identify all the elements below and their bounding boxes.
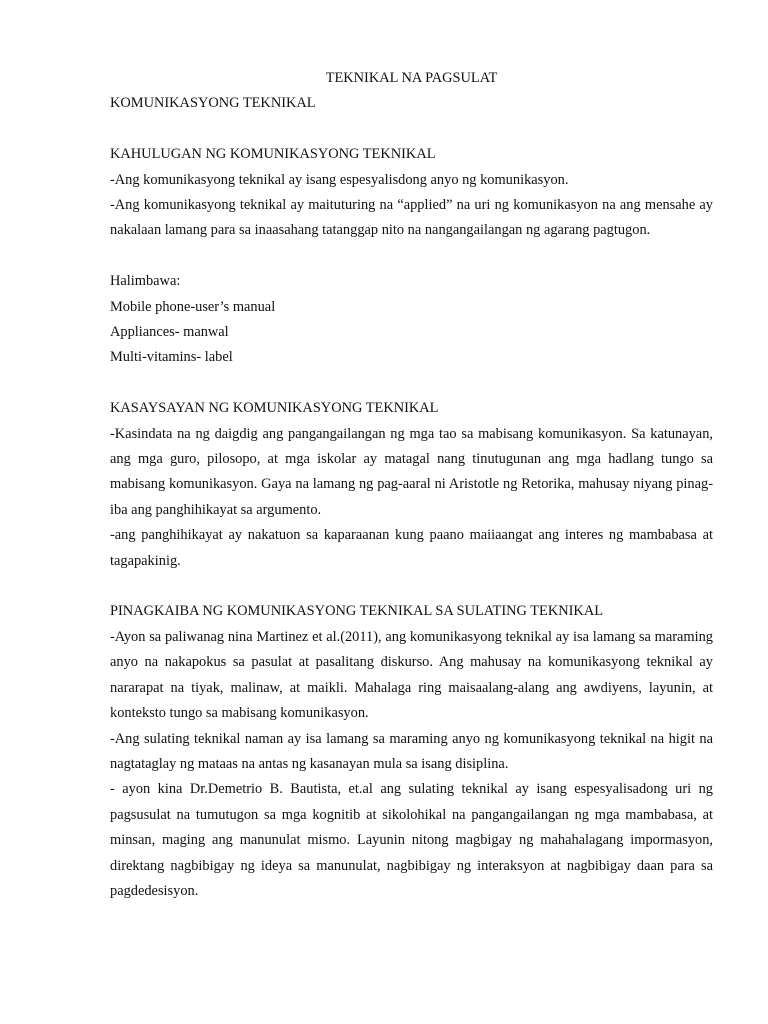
spacer (110, 117, 713, 142)
example-item: Appliances- manwal (110, 324, 229, 341)
document-subtitle: KOMUNIKASYONG TEKNIKAL (110, 95, 316, 112)
spacer (110, 574, 713, 599)
document-page (110, 66, 713, 904)
paragraph: -Ang komunikasyong teknikal ay maituturing na “applied” na uri ng komunikasyon na ang mensahe ay nakalaan lamang para sa inaasahang tatanggap nito na nangangailangan ng agarang pagtugon. (110, 197, 713, 239)
paragraph: -Ayon sa paliwanag nina Martinez et al.(2011), ang komunikasyong teknikal ay isa lamang sa maraming anyo na nakapokus sa pasulat at pasalitang diskurso. Ang mahusay na komunikasyong teknikal ay nararapat na tiyak, malinaw, at maikli. Mahalaga ring maisaalang-alang ang awdiyens, layunin, at konteksto tungo sa mabisang komunikasyon. (110, 628, 713, 722)
paragraph: -Ang sulating teknikal naman ay isa lamang sa maraming anyo ng komunikasyong teknikal na higit na nagtataglay ng mataas na antas ng kasanayan mula sa isang disiplina. (110, 730, 713, 772)
paragraph: -Kasindata na ng daigdig ang pangangailangan ng mga tao sa mabisang komunikasyon. Sa katunayan, ang mga guro, pilosopo, at mga iskolar ay matagal nang tinutugunan ang mga hadlang tungo sa mabisang komunikasyon. Gaya na lamang ng pag-aaral ni Aristotle ng Retorika, mahusay niyang pinag-iba ang panghihikayat sa argumento. (110, 425, 713, 518)
examples-label: Halimbawa: (110, 273, 181, 290)
example-item: Multi-vitamins- label (110, 349, 233, 366)
section-heading-pinagkaiba: PINAGKAIBA NG KOMUNIKASYONG TEKNIKAL SA SULATING TEKNIKAL (110, 603, 603, 620)
paragraph: - ayon kina Dr.Demetrio B. Bautista, et.al ang sulating teknikal ay isang espesyalisadong uri ng pagsusulat na tumutugon sa mga kognitib at sikolohikal na pangangailangan ng mga mambabasa, at minsan, maging ang manunulat mismo. Layunin nitong magbigay ng mahahalagang impormasyon, direktang nagbibigay ng ideya sa manunulat, nagbibigay ng interaksyon at nagbibigay daan para sa pagdedesisyon. (110, 781, 713, 899)
spacer (110, 371, 713, 396)
paragraph: -Ang komunikasyong teknikal ay isang espesyalisdong anyo ng komunikasyon. (110, 171, 569, 188)
spacer (110, 244, 713, 269)
example-item: Mobile phone-user’s manual (110, 298, 276, 315)
section-heading-kahulugan: KAHULUGAN NG KOMUNIKASYONG TEKNIKAL (110, 146, 436, 163)
paragraph: -ang panghihikayat ay nakatuon sa kaparaanan kung paano maiiaangat ang interes ng mambabasa at tagapakinig. (110, 527, 713, 569)
section-heading-kasaysayan: KASAYSAYAN NG KOMUNIKASYONG TEKNIKAL (110, 400, 439, 417)
document-title: TEKNIKAL NA PAGSULAT (325, 70, 498, 86)
